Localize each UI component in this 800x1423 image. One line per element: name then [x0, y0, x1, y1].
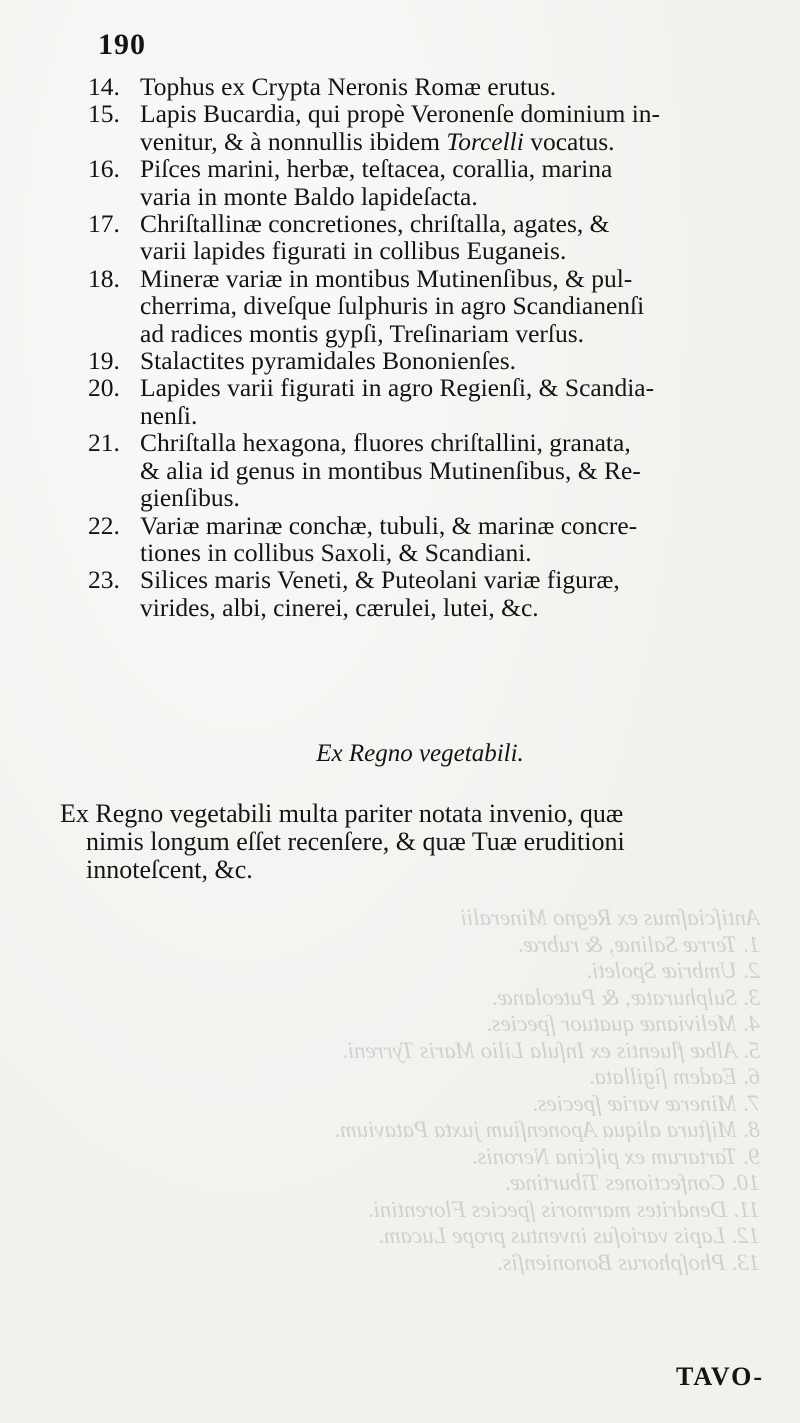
list-entry — [88, 566, 778, 621]
entry-line: Lapis Bucardia, qui propè Veronenſe dominium in- — [140, 99, 661, 129]
entry-line: gienſibus. — [140, 483, 240, 513]
list-entry — [88, 155, 778, 210]
bleed-through-decoration: Antiſciaſmus ex Regno Mineralii 1. Terræ Salinæ, & rubræ. 2. Umbriæ Spoleti. 3. Sulphuratæ, & Puteolanæ. 4. Melivianæ quatuor ſpecies. 5. Albæ fluentis ex Inſula Lilio Maris Tyrreni. 6. Eadem ſigillata. 7. Mineræ variæ ſpecies. 8. Miſtura aliqua Aponenſium juxta Patavium. 9. Tartarum ex piſcina Neronis. 10. Confectiones Tiburtinæ. 11. Dendrites marmoris ſpecies Florentini. 12. Lapis varioſus inventus prope Lucam. 13. Phoſphorus Bononienſis. — [334, 905, 760, 1275]
section-heading: Ex Regno vegetabili. — [316, 740, 524, 767]
entry-line: Mineræ variæ in montibus Mutinenſibus, & pul- — [140, 263, 633, 293]
entry-line: Piſces marini, herbæ, teſtacea, corallia, marina — [140, 154, 613, 184]
entry-line: Stalactites pyramidales Bononienſes. — [140, 346, 517, 376]
entry-line: & alia id genus in montibus Mutinenſibus, & Re- — [140, 455, 641, 485]
entry-line: cherrima, diveſque ſulphuris in agro Scandianenſi — [140, 291, 645, 321]
entry-line: Lapides varii figurati in agro Regienſi, & Scandia- — [140, 373, 655, 403]
entry-line: venitur, & à nonnullis ibidem Torcelli vocatus. — [140, 126, 615, 156]
entry-number: 19. — [88, 346, 120, 376]
entry-number: 17. — [88, 209, 120, 239]
entry-number: 16. — [88, 154, 120, 184]
entry-number: 21. — [88, 428, 120, 458]
entry-number: 22. — [88, 510, 120, 540]
list-entry — [88, 512, 778, 567]
entry-line: Tophus ex Crypta Neronis Romæ erutus. — [140, 72, 557, 101]
entry-number: 23. — [88, 565, 120, 595]
entry-number: 20. — [88, 373, 120, 403]
entry-line: tiones in collibus Saxoli, & Scandiani. — [140, 537, 532, 567]
page-number: 190 — [98, 28, 146, 61]
list-entry — [88, 265, 778, 347]
entry-line: nenſi. — [140, 400, 198, 430]
list-entry — [88, 374, 778, 429]
entry-line: virides, albi, cinerei, cærulei, lutei, &c. — [140, 592, 539, 622]
paragraph-line: innoteſcent, &c. — [86, 855, 253, 884]
list-entry — [88, 210, 778, 265]
entry-number: 14. — [88, 72, 120, 101]
italic-name: Torcelli — [446, 126, 524, 156]
entry-line: Silices maris Veneti, & Puteolani variæ figuræ, — [140, 565, 620, 595]
entry-line: ad radices montis gypſi, Treſinariam verſus. — [140, 318, 585, 348]
entry-line: Chriſtalla hexagona, fluores chriſtallini, granata, — [140, 428, 631, 458]
entry-number: 15. — [88, 99, 120, 129]
entry-line: varii lapides figurati in collibus Euganeis. — [140, 236, 567, 266]
entry-line: varia in monte Baldo lapideſacta. — [140, 181, 478, 211]
paragraph-line: nimis longum eſſet recenſere, & quæ Tuæ eruditioni — [86, 827, 625, 856]
closing-paragraph — [60, 800, 780, 884]
entry-line: Chriſtallinæ concretiones, chriſtalla, agates, & — [140, 209, 610, 239]
list-entry — [88, 73, 778, 100]
paragraph-line: Ex Regno vegetabili multa pariter notata invenio, quæ — [60, 799, 624, 828]
list-entry — [88, 347, 778, 374]
catchword: TAVO- — [676, 1362, 764, 1391]
numbered-list — [88, 73, 778, 621]
entry-line: Variæ marinæ conchæ, tubuli, & marinæ concre- — [140, 510, 638, 540]
list-entry — [88, 429, 778, 511]
entry-number: 18. — [88, 263, 120, 293]
list-entry — [88, 100, 778, 155]
